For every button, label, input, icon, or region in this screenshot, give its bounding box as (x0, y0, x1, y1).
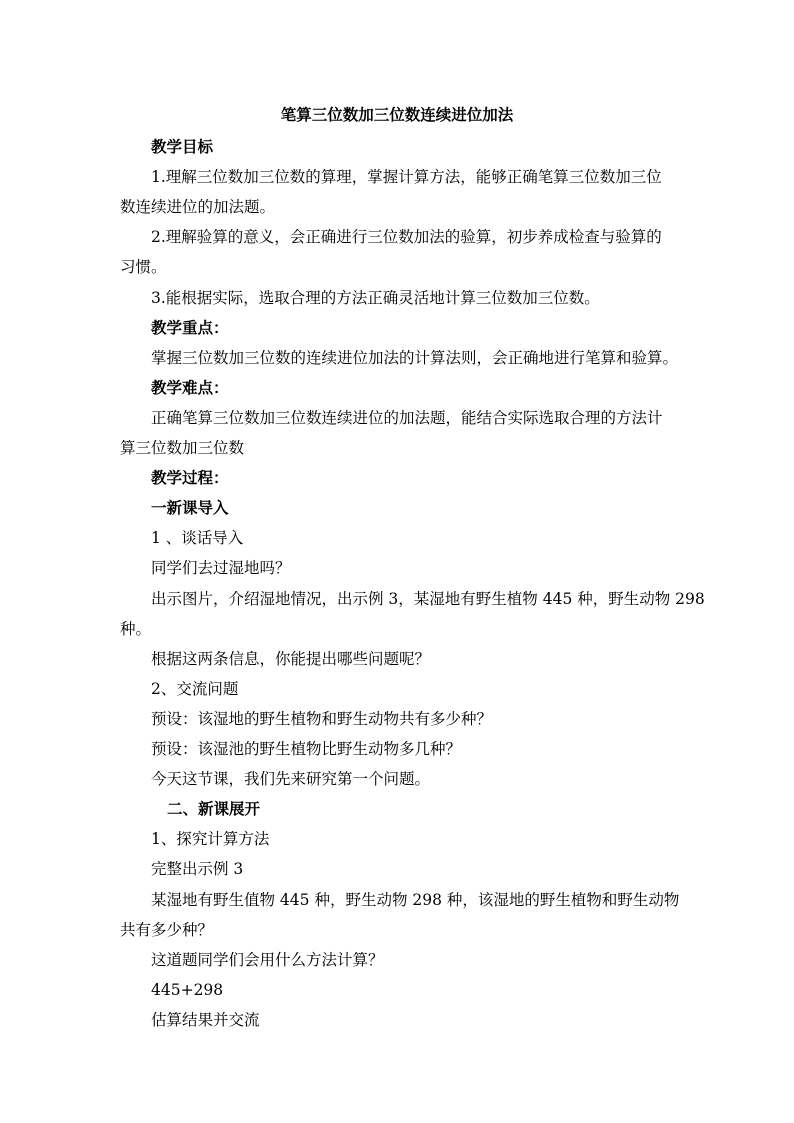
paragraph-line: 预设：该湿池的野生植物比野生动物多几种？ (151, 740, 462, 758)
paragraph-line: 445+298 (151, 980, 224, 999)
paragraph-line: 出示图片，介绍湿地情况，出示例 3，某湿地有野生植物 445 种，野生动物 298 (151, 589, 705, 608)
paragraph-line: 正确笔算三位数加三位数连续进位的加法题，能结合实际选取合理的方法计 (151, 408, 663, 427)
paragraph-line: 完整出示例 3 (151, 860, 244, 879)
section-heading: 教学目标 (151, 137, 214, 156)
paragraph-line: 2.理解验算的意义，会正确进行三位数加法的验算，初步养成检查与验算的 (151, 228, 662, 247)
paragraph-line: 同学们去过湿地吗？ (151, 559, 291, 578)
paragraph-line: 1 、谈话导入 (151, 529, 244, 548)
section-heading: 教学难点： (151, 377, 229, 397)
paragraph-line: 共有多少种？ (120, 920, 214, 939)
section-heading: 教学重点： (151, 317, 229, 337)
paragraph-line: 1、探究计算方法 (151, 830, 270, 849)
paragraph-line: 算三位数加三位数 (120, 439, 245, 457)
paragraph-line: 这道题同学们会用什么方法计算？ (151, 950, 384, 969)
section-heading: 教学过程： (151, 468, 229, 488)
paragraph-line: 2、交流问题 (151, 679, 239, 698)
paragraph-line: 种。 (120, 619, 152, 638)
paragraph-line: 习惯。 (120, 258, 167, 277)
paragraph-line: 根据这两条信息，你能提出哪些问题呢？ (151, 649, 431, 668)
paragraph-line: 数连续进位的加法题。 (120, 198, 276, 217)
section-heading: 一新课导入 (151, 498, 229, 518)
paragraph-line: 估算结果并交流 (151, 1010, 260, 1029)
paragraph-line: 今天这节课，我们先来研究第一个问题。 (151, 770, 431, 789)
paragraph-line: 掌握三位数加三位数的连续进位加法的计算法则，会正确地进行笔算和验算。 (151, 348, 679, 367)
section-heading: 二、新课展开 (167, 799, 261, 819)
document-title: 笔算三位数加三位数连续进位加法 (280, 105, 514, 124)
paragraph-line: 1.理解三位数加三位数的算理，掌握计算方法，能够正确笔算三位数加三位 (151, 168, 662, 187)
paragraph-line: 预设：该湿地的野生植物和野生动物共有多少种？ (151, 709, 493, 728)
paragraph-line: 3.能根据实际，选取合理的方法正确灵活地计算三位数加三位数。 (151, 288, 600, 307)
paragraph-line: 某湿地有野生值物 445 种，野生动物 298 种，该湿地的野生植物和野生动物 (151, 890, 680, 909)
